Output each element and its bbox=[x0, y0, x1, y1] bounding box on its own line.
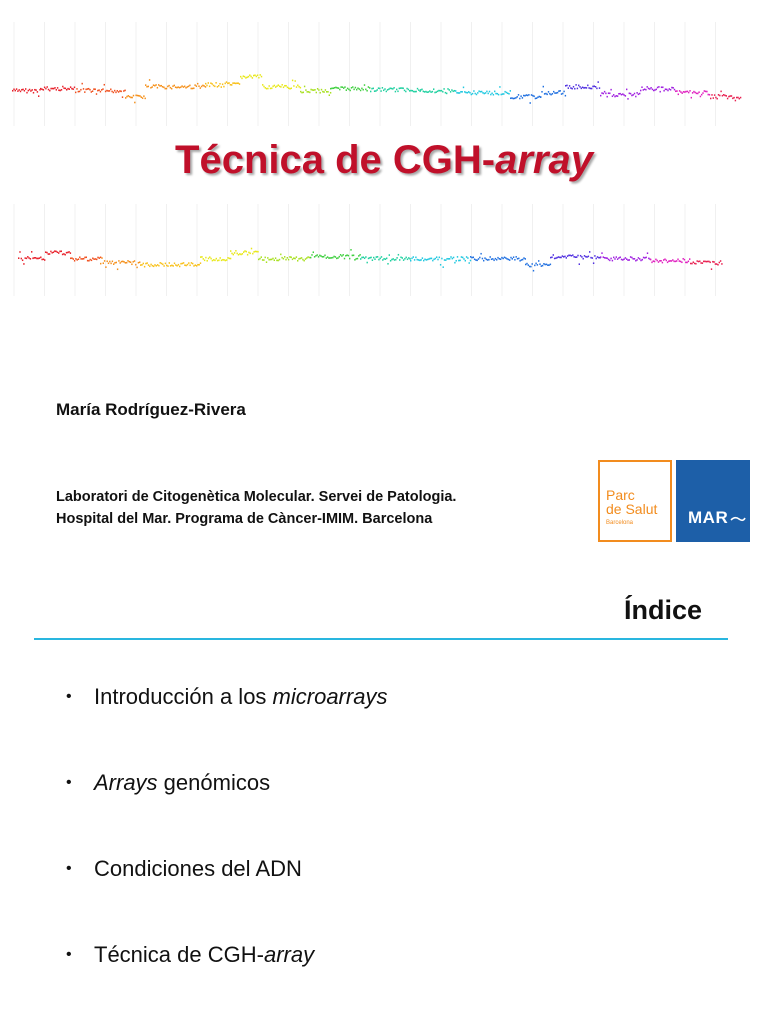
affiliation-line-2: Hospital del Mar. Programa de Càncer-IMIM. Barcelona bbox=[56, 511, 433, 527]
cgh-profile-top bbox=[0, 18, 768, 130]
profile-segment bbox=[510, 94, 541, 104]
index-item-dna-conditions bbox=[66, 856, 387, 942]
bullet-icon: • bbox=[66, 946, 72, 963]
affiliation bbox=[56, 486, 456, 530]
profile-segment bbox=[565, 81, 600, 89]
profile-segment bbox=[125, 95, 146, 104]
profile-segment bbox=[710, 91, 741, 102]
profile-segment bbox=[262, 80, 301, 90]
index-item-text-post: genómicos bbox=[157, 770, 271, 795]
parc-logo-line-1: Parc bbox=[606, 487, 635, 503]
profile-segment bbox=[40, 86, 75, 92]
profile-segment bbox=[540, 86, 566, 98]
affiliation-line-1: Laboratori de Citogenètica Molecular. Servei de Patologia. bbox=[56, 489, 457, 505]
profile-segment bbox=[550, 251, 601, 265]
index-heading: Índice bbox=[623, 595, 702, 625]
profile-segment bbox=[525, 260, 551, 271]
cgh-profile-bottom bbox=[0, 200, 768, 300]
index-item-text-pre: Introducción a los bbox=[94, 684, 273, 709]
parc-logo-line-2: de Salut bbox=[606, 501, 658, 517]
slide-title bbox=[0, 138, 768, 183]
index-item-text-pre: Condiciones del ADN bbox=[94, 856, 302, 881]
title-italic: array bbox=[495, 138, 593, 182]
profile-segment bbox=[230, 248, 259, 256]
profile-segment bbox=[455, 86, 511, 95]
profile-segment bbox=[18, 251, 45, 265]
profile-segment bbox=[370, 87, 421, 92]
index-item-cgh-technique bbox=[66, 942, 387, 1028]
author-name: María Rodríguez-Rivera bbox=[56, 400, 246, 419]
index-item-genomic-arrays bbox=[66, 770, 387, 856]
mar-logo bbox=[676, 460, 750, 542]
profile-segment bbox=[45, 250, 71, 255]
mar-logo-text: MAR bbox=[688, 508, 729, 527]
profile-segment bbox=[470, 253, 526, 262]
parc-logo-subline: Barcelona bbox=[606, 520, 634, 526]
index-item-intro bbox=[66, 684, 387, 770]
profile-segment bbox=[12, 88, 41, 97]
profile-segment bbox=[75, 83, 126, 98]
profile-segment bbox=[140, 262, 201, 267]
parc-de-salut-logo bbox=[598, 460, 672, 542]
parc-logo-text bbox=[606, 488, 657, 516]
wave-icon bbox=[730, 516, 746, 522]
index-divider bbox=[34, 638, 728, 640]
bullet-icon: • bbox=[66, 774, 72, 791]
profile-segment bbox=[200, 256, 231, 261]
profile-segment bbox=[240, 74, 262, 79]
profile-segment bbox=[330, 84, 370, 91]
profile-segment bbox=[360, 254, 411, 265]
profile-segment bbox=[640, 86, 675, 92]
bullet-icon: • bbox=[66, 860, 72, 877]
profile-segment bbox=[205, 81, 240, 88]
profile-segment bbox=[690, 260, 723, 270]
profile-segment bbox=[650, 258, 690, 263]
profile-segment bbox=[410, 256, 471, 268]
profile-segment bbox=[258, 254, 310, 263]
profile-segment bbox=[310, 249, 361, 261]
profile-segment bbox=[600, 252, 651, 261]
profile-segment bbox=[100, 257, 140, 270]
index-item-text-pre: Técnica de CGH- bbox=[94, 942, 264, 967]
profile-segment bbox=[300, 86, 331, 96]
index-item-text-italic: microarrays bbox=[272, 684, 388, 709]
profile-segment bbox=[420, 88, 455, 94]
index-list bbox=[66, 684, 387, 1028]
index-item-text-italic: array bbox=[263, 942, 315, 967]
profile-segment bbox=[600, 89, 640, 100]
title-main: Técnica de CGH- bbox=[175, 138, 496, 182]
profile-segment bbox=[70, 256, 101, 261]
profile-segment bbox=[675, 90, 710, 98]
index-item-text-italic: Arrays bbox=[94, 770, 158, 795]
bullet-icon: • bbox=[66, 688, 72, 705]
